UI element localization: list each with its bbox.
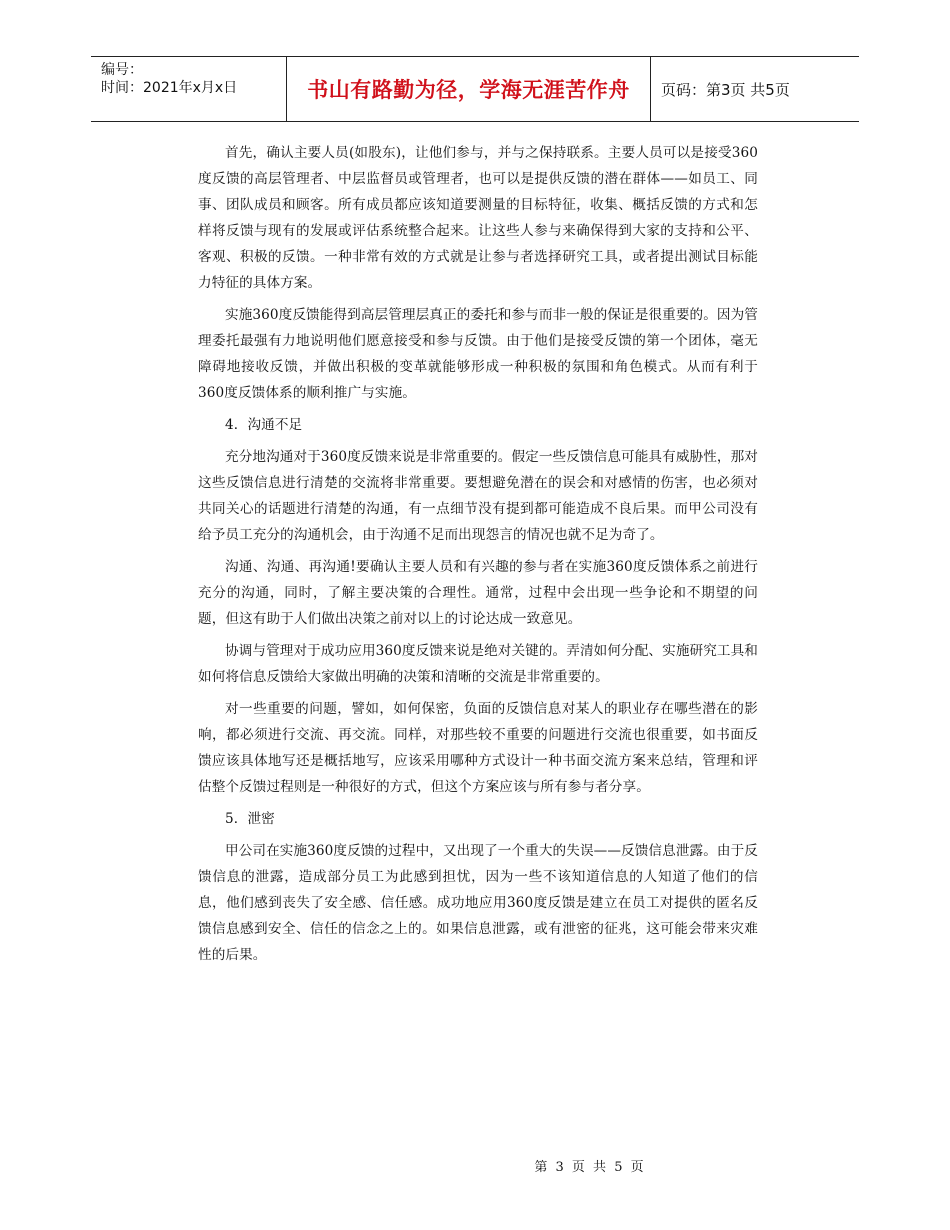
- page-footer: 第 3 页 共 5 页: [534, 1160, 646, 1175]
- paragraph: 充分地沟通对于360度反馈来说是非常重要的。假定一些反馈信息可能具有威胁性，那对这些反馈信息进行清楚的交流将非常重要。要想避免潜在的误会和对感情的伤害，也必须对共同关心的话题进行清楚的沟通，有一点细节没有提到都可能造成不良后果。而甲公司没有给予员工充分的沟通机会，由于沟通不足而出现怨言的情况也就不足为奇了。: [198, 449, 758, 543]
- document-time-label: 时间：2021年x月x日: [101, 80, 238, 96]
- paragraph: 协调与管理对于成功应用360度反馈来说是绝对关键的。弄清如何分配、实施研究工具和如何将信息反馈给大家做出明确的决策和清晰的交流是非常重要的。: [198, 643, 758, 685]
- document-number-label: 编号：: [101, 62, 143, 78]
- section-heading: 4．沟通不足: [225, 417, 303, 433]
- paragraph: 对一些重要的问题，譬如，如何保密，负面的反馈信息对某人的职业存在哪些潜在的影响，都必须进行交流、再交流。同样，对那些较不重要的问题进行交流也很重要，如书面反馈应该具体地写还是概括地写，应该采用哪种方式设计一种书面交流方案来总结，管理和评估整个反馈过程则是一种很好的方式，但这个方案应该与所有参与者分享。: [198, 701, 758, 795]
- header-motto: 书山有路勤为径，学海无涯苦作舟: [286, 57, 651, 121]
- header-meta: [91, 57, 286, 121]
- paragraph: 首先，确认主要人员(如股东)，让他们参与，并与之保持联系。主要人员可以是接受360度反馈的高层管理者、中层监督员或管理者，也可以是提供反馈的潜在群体——如员工、同事、团队成员和顾客。所有成员都应该知道要测量的目标特征，收集、概括反馈的方式和怎样将反馈与现有的发展或评估系统整合起来。让这些人参与来确保得到大家的支持和公平、客观、积极的反馈。一种非常有效的方式就是让参与者选择研究工具，或者提出测试目标能力特征的具体方案。: [198, 145, 758, 291]
- paragraph: 甲公司在实施360度反馈的过程中，又出现了一个重大的失误——反馈信息泄露。由于反馈信息的泄露，造成部分员工为此感到担忧，因为一些不该知道信息的人知道了他们的信息，他们感到丧失了安全感、信任感。成功地应用360度反馈是建立在员工对提供的匿名反馈信息感到安全、信任的信念之上的。如果信息泄露，或有泄密的征兆，这可能会带来灾难性的后果。: [198, 843, 758, 963]
- section-heading: 5．泄密: [225, 811, 275, 827]
- paragraph: 实施360度反馈能得到高层管理层真正的委托和参与而非一般的保证是很重要的。因为管理委托最强有力地说明他们愿意接受和参与反馈。由于他们是接受反馈的第一个团体，毫无障碍地接收反馈，并做出积极的变革就能够形成一种积极的氛围和角色模式。从而有利于360度反馈体系的顺利推广与实施。: [198, 307, 758, 401]
- header-page-info: 页码：第3页 共5页: [661, 80, 790, 99]
- paragraph: 沟通、沟通、再沟通!要确认主要人员和有兴趣的参与者在实施360度反馈体系之前进行充分的沟通，同时，了解主要决策的合理性。通常，过程中会出现一些争论和不期望的问题，但这有助于人们做出决策之前对以上的讨论达成一致意见。: [198, 559, 758, 627]
- document-body: [198, 140, 758, 974]
- page-header: [91, 56, 859, 122]
